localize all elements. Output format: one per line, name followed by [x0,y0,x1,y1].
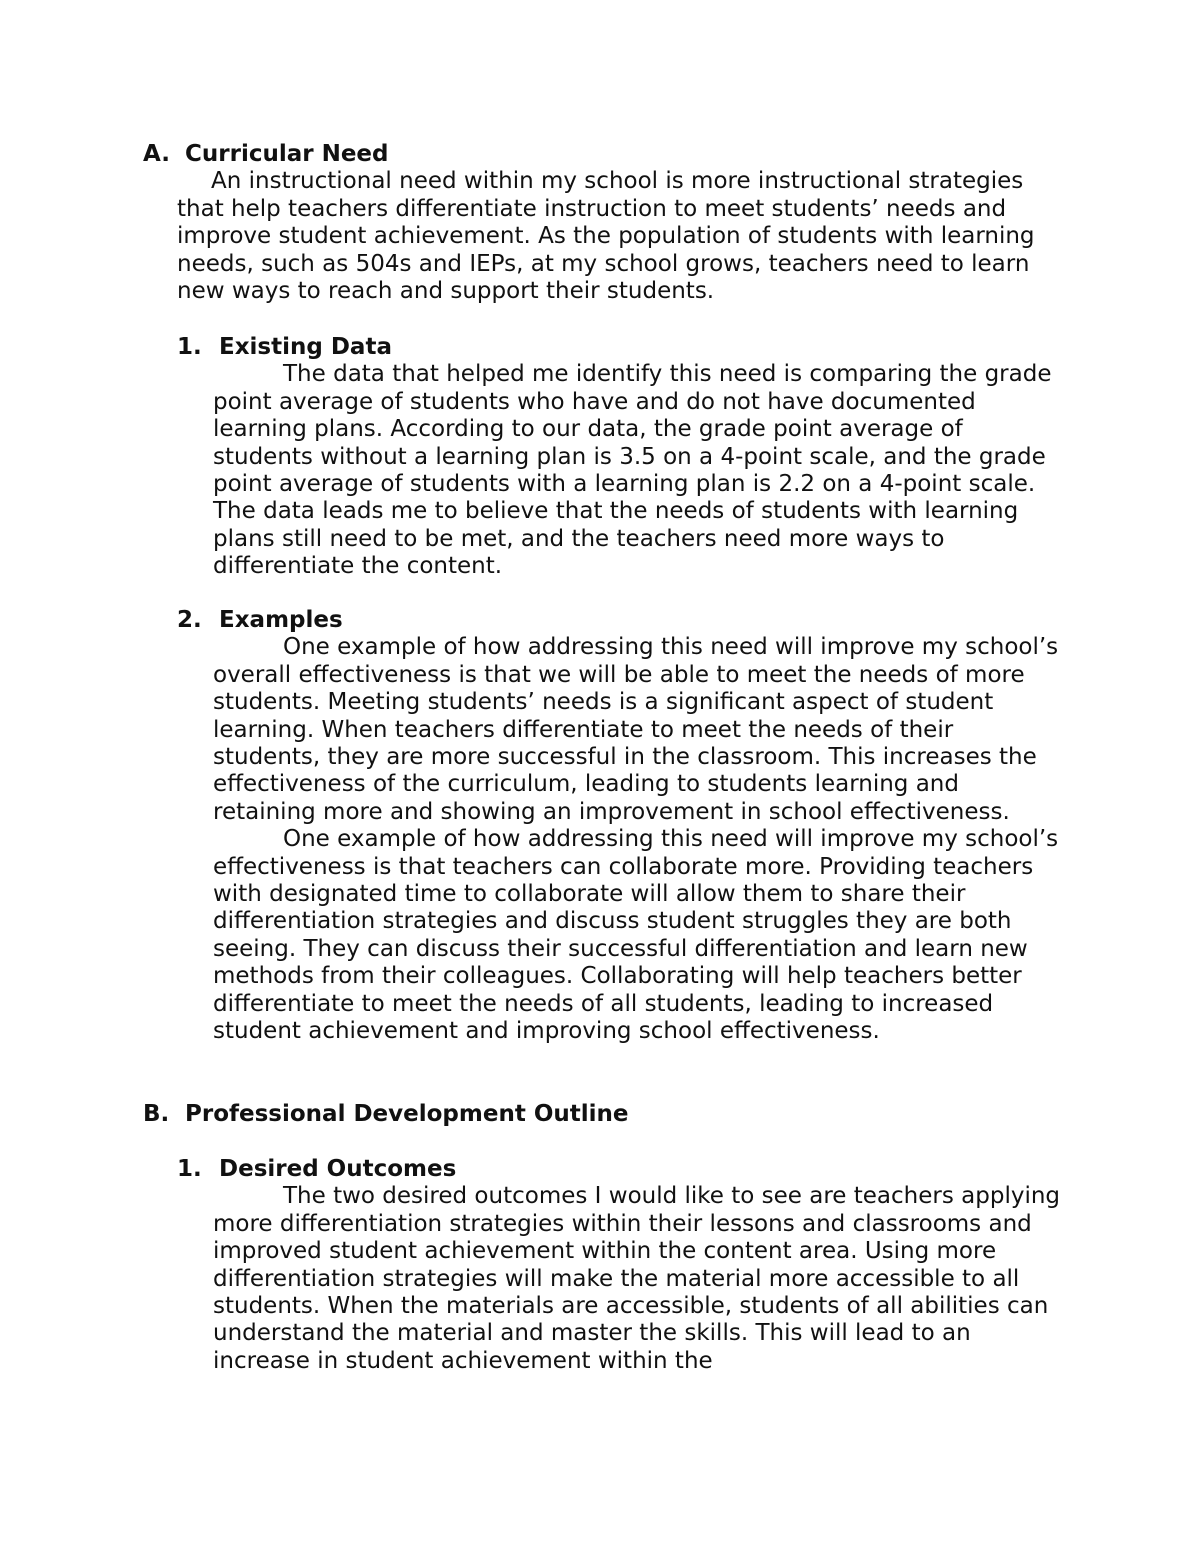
subsection-paragraph: The data that helped me identify this need is comparing the grade point average of students who have and do not have documented learning plans. According to our data, the grade point average of students without a learning plan is 3.5 on a 4-point scale, and the grade point average of students with a learning plan is 2.2 on a 4-point scale. The data leads me to believe that the needs of students with learning plans still need to be met, and the teachers need more ways to differentiate the content. [213,361,1052,580]
section-curricular-need [143,141,1083,305]
subsection-examples [177,607,1077,1046]
subsection-heading [177,607,1077,634]
subsection-marker: 1. [177,334,202,360]
subsection-desired-outcomes [177,1156,1077,1375]
section-marker: A. [143,141,170,167]
section-marker: B. [143,1101,170,1127]
subsection-paragraph: The two desired outcomes I would like to see are teachers applying more differentiation strategies within their lessons and classrooms and improved student achievement within the content area. Using more differentiation strategies will make the material more accessible to all students. When the materials are accessible, students of all abilities can understand the material and master the skills. This will lead to an increase in student achievement within the [213,1183,1061,1374]
subsection-heading [177,334,1077,361]
section-paragraph: An instructional need within my school is more instructional strategies that help teachers differentiate instruction to meet students’ needs and improve student achievement. As the population of students with learning needs, such as 504s and IEPs, at my school grows, teachers need to learn new ways to reach and support their students. [177,168,1035,305]
subsection-marker: 1. [177,1156,202,1182]
subsection-paragraph-1: One example of how addressing this need will improve my school’s overall effectiveness is that we will be able to meet the needs of more students. Meeting students’ needs is a significant aspect of student learning. When teachers differentiate to meet the needs of their students, they are more successful in the classroom. This increases the effectiveness of the curriculum, leading to students learning and retaining more and showing an improvement in school effectiveness. [213,634,1059,825]
subsection-title: Existing Data [219,334,392,360]
section-professional-development-outline [143,1101,1083,1128]
section-heading [143,1101,1083,1128]
section-title: Curricular Need [185,141,389,167]
section-heading [143,141,1083,168]
subsection-title: Desired Outcomes [219,1156,457,1182]
subsection-title: Examples [219,607,343,633]
subsection-marker: 2. [177,607,202,633]
section-title: Professional Development Outline [185,1101,629,1127]
subsection-existing-data [177,334,1077,581]
subsection-heading [177,1156,1077,1183]
subsection-paragraph-2: One example of how addressing this need will improve my school’s effectiveness is that teachers can collaborate more. Providing teachers with designated time to collaborate will allow them to share their differentiation strategies and discuss student struggles they are both seeing. They can discuss their successful differentiation and learn new methods from their colleagues. Collaborating will help teachers better differentiate to meet the needs of all students, leading to increased student achievement and improving school effectiveness. [213,826,1059,1045]
